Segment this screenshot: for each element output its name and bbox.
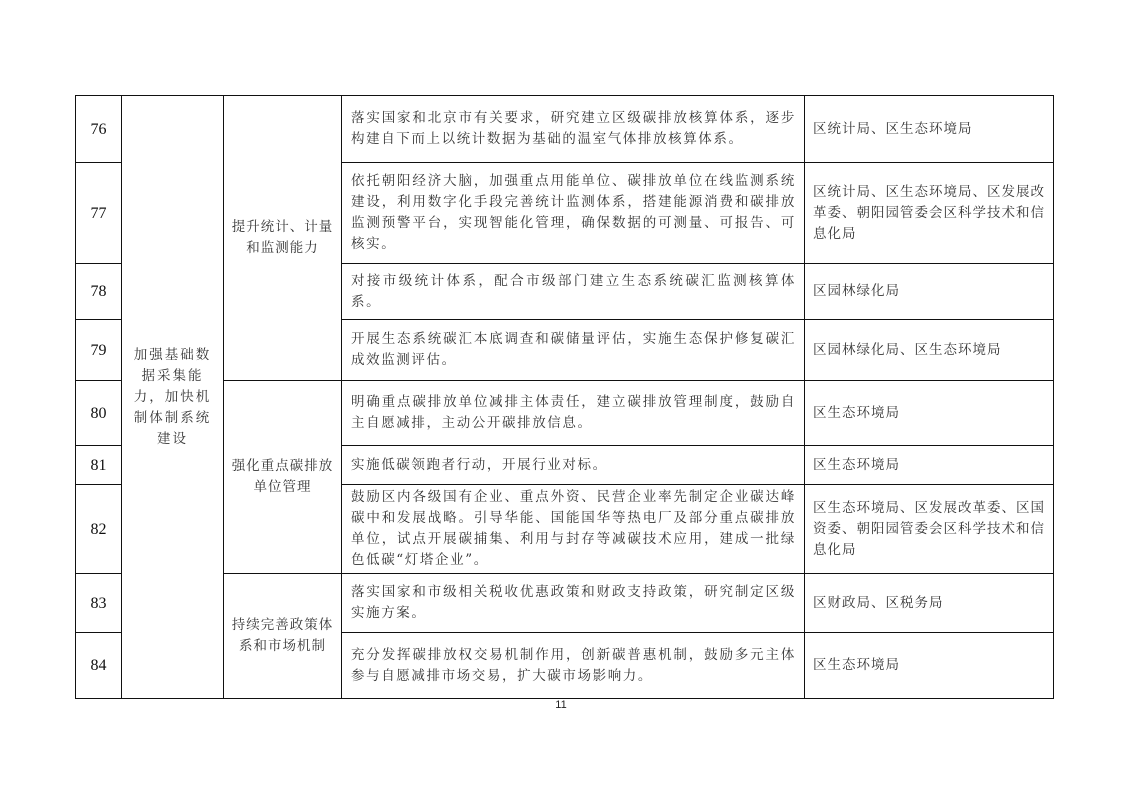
task-cell: 对接市级统计体系，配合市级部门建立生态系统碳汇监测核算体系。 (342, 264, 805, 320)
row-number: 83 (76, 574, 122, 633)
department-cell: 区统计局、区生态环境局、区发展改革委、朝阳园管委会区科学技术和信息化局 (805, 163, 1054, 264)
subcategory-cell: 提升统计、计量和监测能力 (224, 96, 342, 381)
department-cell: 区园林绿化局 (805, 264, 1054, 320)
task-cell: 鼓励区内各级国有企业、重点外资、民营企业率先制定企业碳达峰碳中和发展战略。引导华能、国能国华等热电厂及部分重点碳排放单位，试点开展碳捕集、利用与封存等减碳技术应用，建成一批绿色低碳“灯塔企业”。 (342, 485, 805, 574)
task-cell: 明确重点碳排放单位减排主体责任，建立碳排放管理制度，鼓励自主自愿减排，主动公开碳排放信息。 (342, 381, 805, 446)
task-cell: 落实国家和市级相关税收优惠政策和财政支持政策，研究制定区级实施方案。 (342, 574, 805, 633)
table-row (76, 96, 1054, 163)
department-cell: 区生态环境局 (805, 381, 1054, 446)
measures-table (75, 95, 1054, 699)
department-cell: 区生态环境局 (805, 446, 1054, 485)
row-number: 84 (76, 633, 122, 699)
row-number: 76 (76, 96, 122, 163)
subcategory-cell: 持续完善政策体系和市场机制 (224, 574, 342, 699)
department-cell: 区生态环境局 (805, 633, 1054, 699)
task-cell: 落实国家和北京市有关要求，研究建立区级碳排放核算体系，逐步构建自下而上以统计数据为基础的温室气体排放核算体系。 (342, 96, 805, 163)
row-number: 80 (76, 381, 122, 446)
row-number: 82 (76, 485, 122, 574)
row-number: 79 (76, 320, 122, 381)
row-number: 81 (76, 446, 122, 485)
department-cell: 区园林绿化局、区生态环境局 (805, 320, 1054, 381)
category-cell: 加强基础数据采集能力，加快机制体制系统建设 (122, 96, 224, 699)
page-number: 11 (555, 699, 567, 711)
department-cell: 区生态环境局、区发展改革委、区国资委、朝阳园管委会区科学技术和信息化局 (805, 485, 1054, 574)
department-cell: 区统计局、区生态环境局 (805, 96, 1054, 163)
subcategory-cell: 强化重点碳排放单位管理 (224, 381, 342, 574)
task-cell: 依托朝阳经济大脑，加强重点用能单位、碳排放单位在线监测系统建设，利用数字化手段完善统计监测体系，搭建能源消费和碳排放监测预警平台，实现智能化管理，确保数据的可测量、可报告、可核实。 (342, 163, 805, 264)
row-number: 78 (76, 264, 122, 320)
task-cell: 充分发挥碳排放权交易机制作用，创新碳普惠机制，鼓励多元主体参与自愿减排市场交易，扩大碳市场影响力。 (342, 633, 805, 699)
department-cell: 区财政局、区税务局 (805, 574, 1054, 633)
task-cell: 开展生态系统碳汇本底调查和碳储量评估，实施生态保护修复碳汇成效监测评估。 (342, 320, 805, 381)
row-number: 77 (76, 163, 122, 264)
task-cell: 实施低碳领跑者行动，开展行业对标。 (342, 446, 805, 485)
